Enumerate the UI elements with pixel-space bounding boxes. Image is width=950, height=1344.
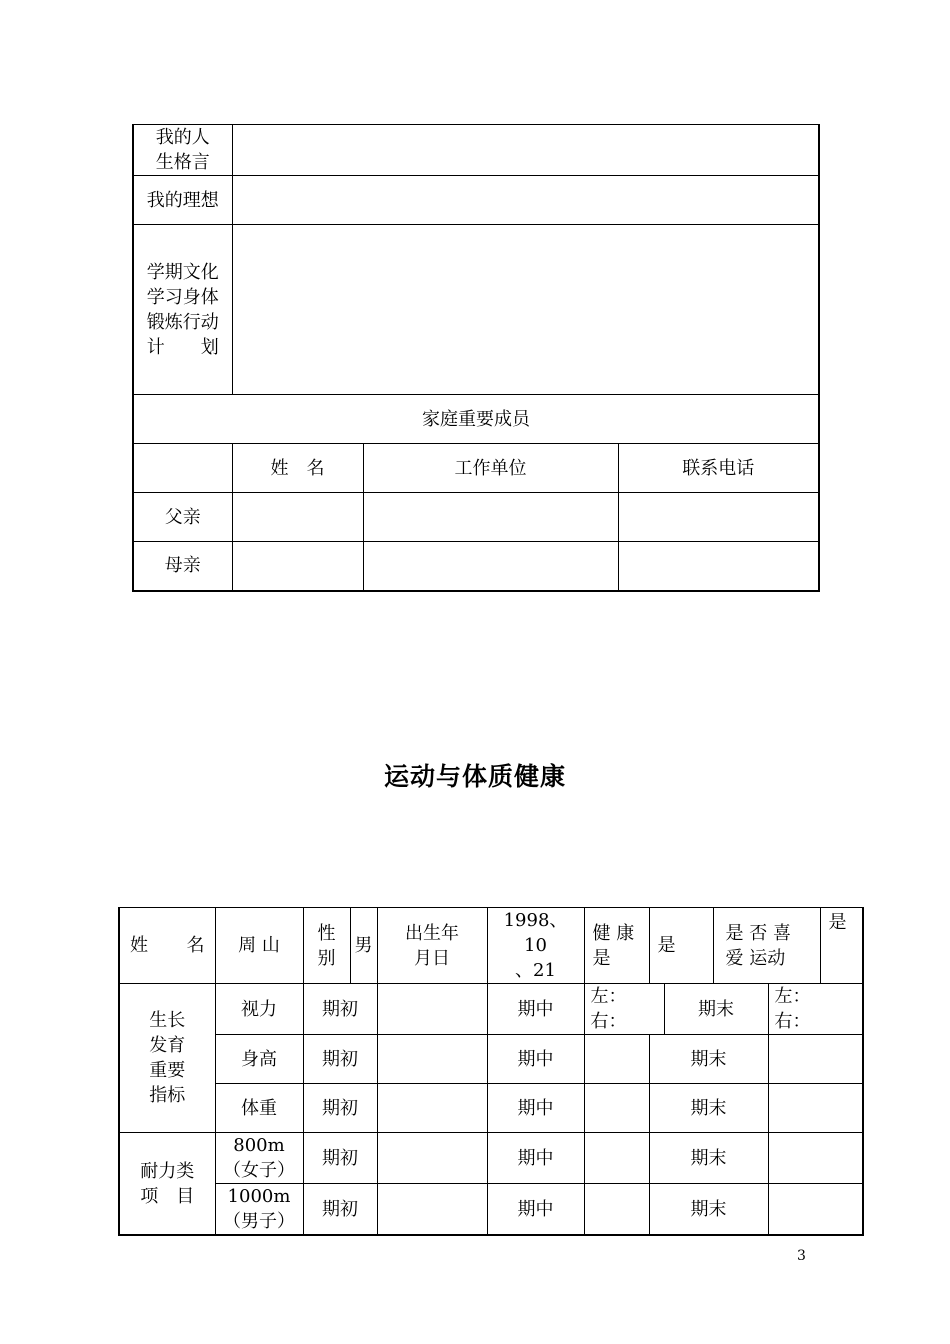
run800-start-field[interactable] bbox=[377, 1133, 487, 1184]
run800-mid-label: 期中 bbox=[487, 1133, 584, 1184]
endurance-group-label: 耐力类 项 目 bbox=[119, 1133, 215, 1236]
run1000-start-label: 期初 bbox=[303, 1184, 377, 1236]
height-mid-field[interactable] bbox=[584, 1035, 649, 1084]
father-phone-field[interactable] bbox=[618, 493, 819, 542]
section-title: 运动与体质健康 bbox=[383, 762, 566, 791]
name-value[interactable]: 周 山 bbox=[215, 908, 303, 984]
plan-field[interactable] bbox=[232, 225, 819, 395]
vision-mid-label: 期中 bbox=[487, 984, 584, 1035]
sport-value[interactable]: 是 bbox=[820, 908, 863, 984]
fitness-table bbox=[118, 907, 864, 1236]
run800-end-field[interactable] bbox=[768, 1133, 863, 1184]
vision-mid-field[interactable]: 左： 右： bbox=[584, 984, 664, 1035]
run800-end-label: 期末 bbox=[649, 1133, 768, 1184]
height-start-field[interactable] bbox=[377, 1035, 487, 1084]
family-header: 家庭重要成员 bbox=[133, 395, 819, 444]
health-value[interactable]: 是 bbox=[649, 908, 713, 984]
run1000-label: 1000m （男子） bbox=[215, 1184, 303, 1236]
vision-start-field[interactable] bbox=[377, 984, 487, 1035]
col-header-phone: 联系电话 bbox=[618, 444, 819, 493]
height-label: 身高 bbox=[215, 1035, 303, 1084]
birth-label: 出生年 月日 bbox=[377, 908, 487, 984]
weight-start-field[interactable] bbox=[377, 1084, 487, 1133]
vision-end-label: 期末 bbox=[664, 984, 768, 1035]
health-label: 健 康 是 bbox=[584, 908, 649, 984]
plan-label: 学期文化 学习身体 锻炼行动 计 划 bbox=[133, 225, 232, 395]
run1000-mid-field[interactable] bbox=[584, 1184, 649, 1236]
row-mother-label: 母亲 bbox=[133, 542, 232, 591]
run1000-end-label: 期末 bbox=[649, 1184, 768, 1236]
birth-value[interactable]: 1998、10 、21 bbox=[487, 908, 584, 984]
mother-phone-field[interactable] bbox=[618, 542, 819, 591]
father-work-field[interactable] bbox=[363, 493, 618, 542]
weight-start-label: 期初 bbox=[303, 1084, 377, 1133]
run1000-end-field[interactable] bbox=[768, 1184, 863, 1236]
sport-label: 是 否 喜 爱 运动 bbox=[713, 908, 820, 984]
mother-name-field[interactable] bbox=[232, 542, 363, 591]
ideal-field[interactable] bbox=[232, 176, 819, 225]
personal-info-table bbox=[132, 124, 820, 592]
col-header-work: 工作单位 bbox=[363, 444, 618, 493]
weight-end-field[interactable] bbox=[768, 1084, 863, 1133]
weight-end-label: 期末 bbox=[649, 1084, 768, 1133]
weight-label: 体重 bbox=[215, 1084, 303, 1133]
run800-mid-field[interactable] bbox=[584, 1133, 649, 1184]
run1000-mid-label: 期中 bbox=[487, 1184, 584, 1236]
motto-label: 我的人 生格言 bbox=[133, 125, 232, 176]
father-name-field[interactable] bbox=[232, 493, 363, 542]
row-father-label: 父亲 bbox=[133, 493, 232, 542]
mother-work-field[interactable] bbox=[363, 542, 618, 591]
vision-start-label: 期初 bbox=[303, 984, 377, 1035]
run800-start-label: 期初 bbox=[303, 1133, 377, 1184]
page-number: 3 bbox=[797, 1248, 806, 1264]
motto-field[interactable] bbox=[232, 125, 819, 176]
name-label: 姓 名 bbox=[119, 908, 215, 984]
weight-mid-field[interactable] bbox=[584, 1084, 649, 1133]
weight-mid-label: 期中 bbox=[487, 1084, 584, 1133]
vision-label: 视力 bbox=[215, 984, 303, 1035]
height-mid-label: 期中 bbox=[487, 1035, 584, 1084]
growth-group-label: 生长 发育 重要 指标 bbox=[119, 984, 215, 1133]
height-end-label: 期末 bbox=[649, 1035, 768, 1084]
gender-value[interactable]: 男 bbox=[350, 908, 377, 984]
run800-label: 800m （女子） bbox=[215, 1133, 303, 1184]
height-start-label: 期初 bbox=[303, 1035, 377, 1084]
height-end-field[interactable] bbox=[768, 1035, 863, 1084]
run1000-start-field[interactable] bbox=[377, 1184, 487, 1236]
ideal-label: 我的理想 bbox=[133, 176, 232, 225]
vision-end-field[interactable]: 左： 右： bbox=[768, 984, 863, 1035]
col-header-name: 姓 名 bbox=[232, 444, 363, 493]
gender-label: 性 别 bbox=[303, 908, 350, 984]
family-corner-cell bbox=[133, 444, 232, 493]
